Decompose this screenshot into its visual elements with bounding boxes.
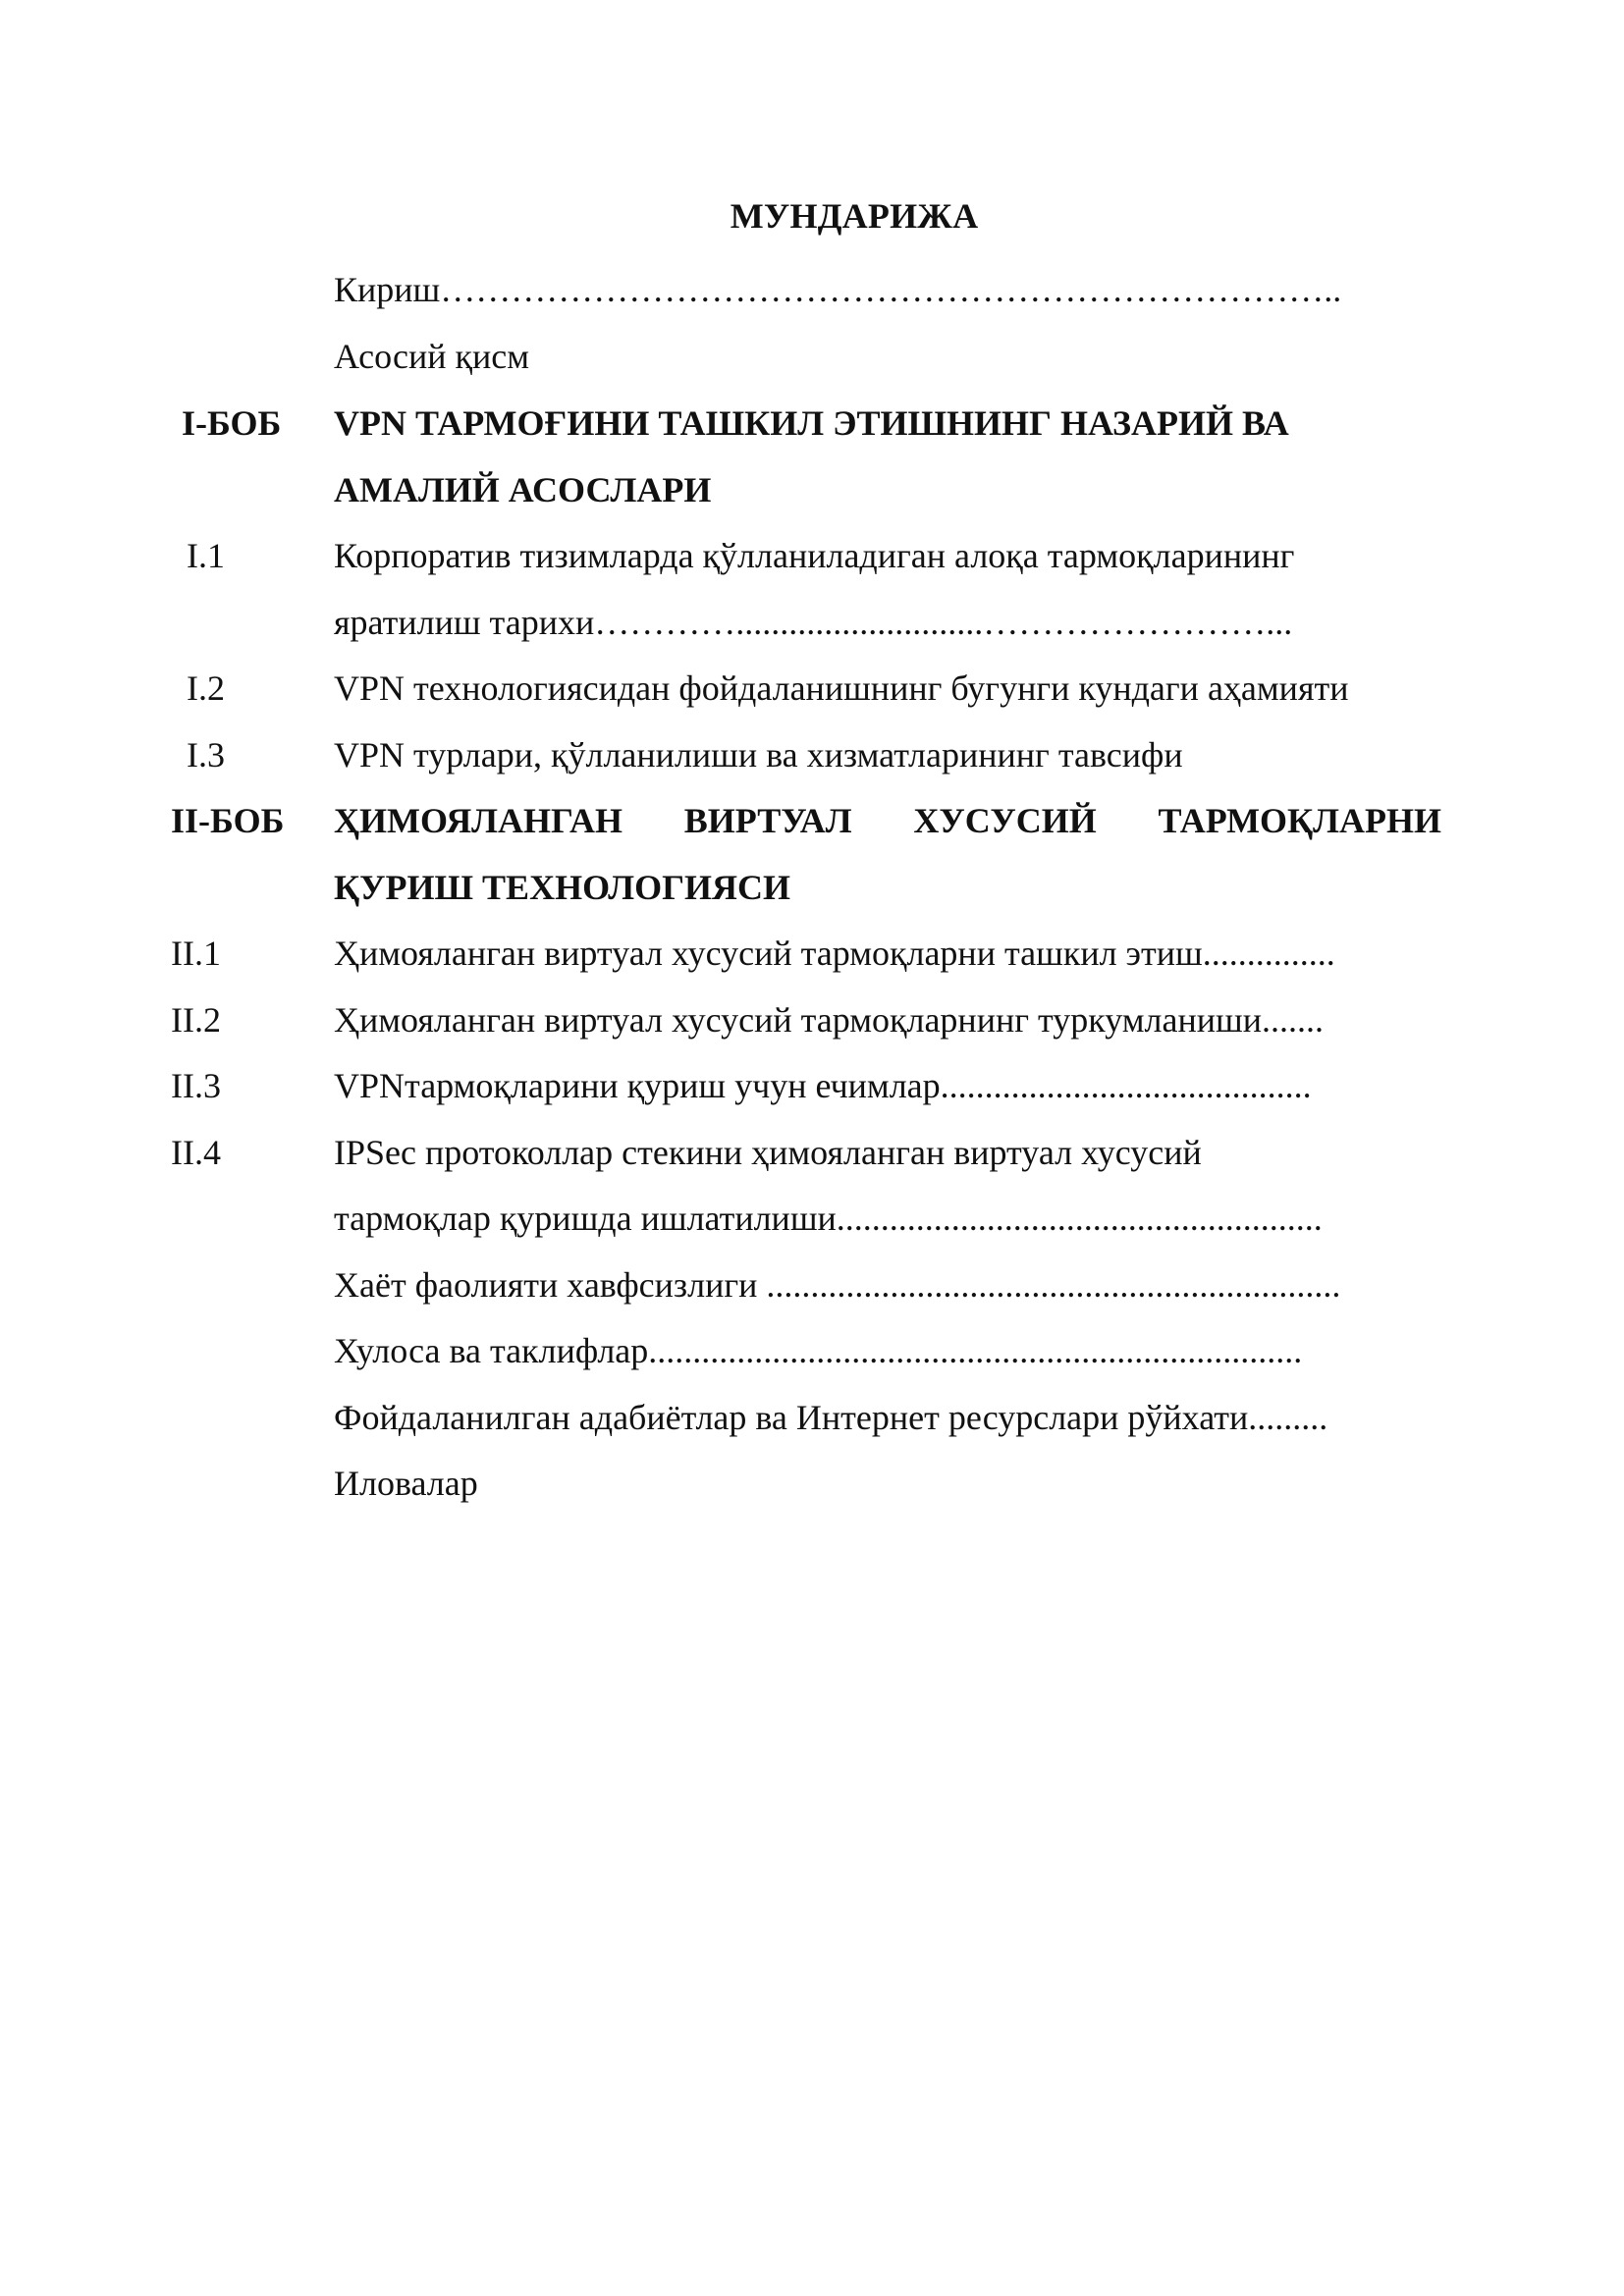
section-1-3-title: VPN турлари, қўлланилиши ва хизматларининг тавсифи [334, 735, 1183, 774]
chapter-1-heading-continued [0, 463, 1624, 516]
section-2-3-number: II.3 [171, 1066, 221, 1105]
section-1-1-title-line2: яратилиш тарихи…………............................……………………... [334, 603, 1293, 642]
toc-entry-section-2-3 [0, 1059, 1624, 1112]
toc-entry-intro [0, 263, 1624, 316]
toc-entry-section-1-3 [0, 728, 1624, 781]
chapter-2-label: II-БОБ [171, 801, 285, 840]
section-1-2-title: VPN технологиясидан фойдаланишнинг бугунги кундаги аҳамияти [334, 668, 1349, 708]
chapter-2-title-line1 [334, 794, 1441, 847]
section-2-2-number: II.2 [171, 1000, 221, 1040]
section-2-4-title-line1: IPSec протоколлар стекини ҳимояланган виртуал хусусий [334, 1133, 1202, 1172]
chapter-2-title-word: ВИРТУАЛ [683, 801, 852, 840]
toc-text-main-part: Асосий қисм [334, 337, 530, 376]
chapter-1-title-line2: АМАЛИЙ АСОСЛАРИ [334, 470, 712, 509]
chapter-2-title-word: ҲИМОЯЛАНГАН [334, 801, 623, 840]
toc-text-safety: Хаёт фаолияти хавфсизлиги ................................................................. [334, 1265, 1341, 1305]
chapter-1-label: I-БОБ [182, 403, 282, 443]
section-2-1-number: II.1 [171, 934, 221, 973]
toc-entry-section-1-1-continued [0, 596, 1624, 649]
toc-text-intro: Кириш………………………………………………………………….. [334, 270, 1342, 309]
toc-entry-section-2-2 [0, 993, 1624, 1046]
chapter-2-heading-continued [0, 861, 1624, 914]
section-2-4-title-line2: тармоқлар қуришда ишлатилиши....................................................... [334, 1199, 1323, 1238]
toc-entry-section-2-4-continued [0, 1192, 1624, 1245]
chapter-2-title-word: ХУСУСИЙ [913, 801, 1097, 840]
page-title: МУНДАРИЖА [730, 196, 979, 236]
section-1-1-number: I.1 [187, 536, 225, 575]
section-2-2-title: Ҳимояланган виртуал хусусий тармоқларнинг туркумланиши....... [334, 1000, 1324, 1040]
chapter-1-heading [0, 397, 1624, 450]
section-1-3-number: I.3 [187, 735, 225, 774]
section-1-2-number: I.2 [187, 668, 225, 708]
toc-entry-main-part [0, 330, 1624, 383]
section-2-3-title: VPNтармоқларини қуриш учун ечимлар.......................................... [334, 1066, 1312, 1105]
toc-entry-safety [0, 1258, 1624, 1311]
toc-entry-section-1-2 [0, 662, 1624, 715]
chapter-2-heading [0, 794, 1624, 847]
chapter-1-title-line1: VPN ТАРМОҒИНИ ТАШКИЛ ЭТИШНИНГ НАЗАРИЙ ВА [334, 403, 1289, 443]
section-2-4-number: II.4 [171, 1133, 221, 1172]
toc-entry-appendices [0, 1457, 1624, 1510]
chapter-2-title-word: ТАРМОҚЛАРНИ [1158, 801, 1441, 840]
toc-text-conclusion: Хулоса ва таклифлар.......................................................................... [334, 1331, 1303, 1370]
section-1-1-title-line1: Корпоратив тизимларда қўлланиладиган алоқа тармоқларининг [334, 536, 1295, 575]
toc-text-appendices: Иловалар [334, 1464, 478, 1503]
toc-entry-section-1-1 [0, 529, 1624, 582]
toc-entry-section-2-1 [0, 927, 1624, 980]
chapter-2-title-line2: ҚУРИШ ТЕХНОЛОГИЯСИ [334, 868, 791, 907]
toc-text-references: Фойдаланилган адабиётлар ва Интернет ресурслари рўйхати......... [334, 1398, 1328, 1437]
toc-entry-section-2-4 [0, 1126, 1624, 1179]
toc-entry-conclusion [0, 1324, 1624, 1377]
toc-entry-references [0, 1391, 1624, 1444]
section-2-1-title: Ҳимояланган виртуал хусусий тармоқларни ташкил этиш............... [334, 934, 1335, 973]
